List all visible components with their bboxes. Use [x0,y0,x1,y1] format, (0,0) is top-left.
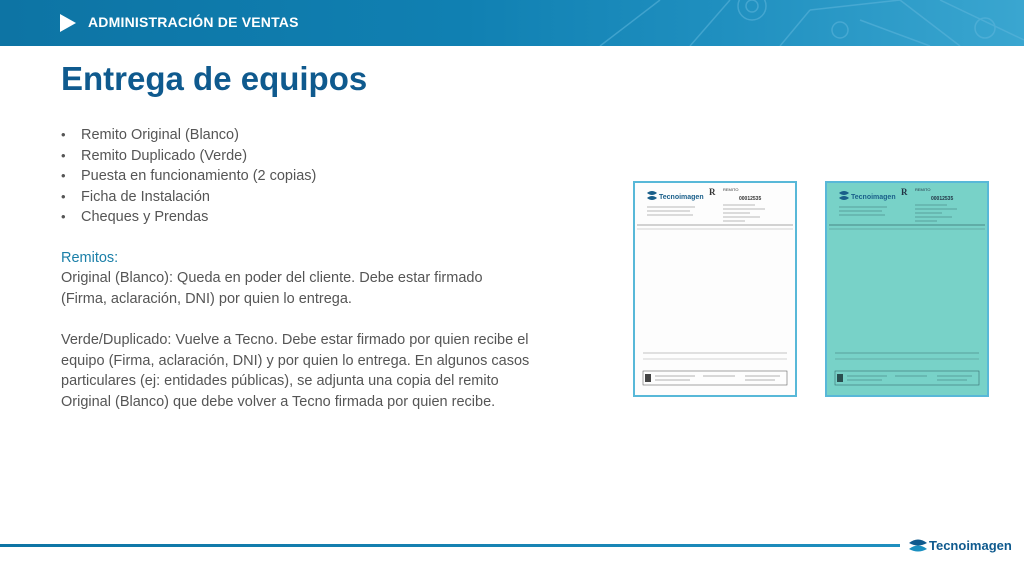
remito-form-drawing [635,183,795,395]
svg-text:REMITO: REMITO [915,187,931,192]
footer-divider [0,544,900,547]
remito-duplicado-image [825,181,989,397]
bullet-list [61,125,316,228]
svg-text:00012535: 00012535 [739,196,762,202]
list-item: • Puesta en funcionamiento (2 copias) [61,166,316,187]
play-arrow-icon [60,14,76,32]
bullet-dot: • [61,147,66,163]
bullet-dot: • [61,188,66,204]
list-item: • Ficha de Instalación [61,187,316,208]
remito-form-drawing [827,183,987,395]
list-item: • Remito Duplicado (Verde) [61,146,316,167]
svg-text:R: R [901,187,908,197]
original-paragraph: Original (Blanco): Queda en poder del cliente. Debe estar firmado (Firma, aclaración, DNI) por quien lo entrega. [61,270,483,307]
header-bar [0,0,1024,46]
footer-brand: Tecnoimagen [929,538,1012,553]
svg-text:00012535: 00012535 [931,196,954,202]
remito-original-image [633,181,797,397]
remitos-heading: Remitos: [61,250,119,266]
svg-text:R: R [709,187,716,197]
bullet-dot: • [61,209,66,225]
duplicado-paragraph: Verde/Duplicado: Vuelve a Tecno. Debe estar firmado por quien recibe el equipo (Firma, aclaración, DNI) y por quien lo entrega. En algunos casos particulares (ej: entidades públicas), se adjunta una copia del remito Original (Blanco) que debe volver a Tecno firmada por quien recibe. [61,332,530,410]
svg-text:REMITO: REMITO [723,187,739,192]
section-title: ADMINISTRACIÓN DE VENTAS [88,14,299,30]
svg-text:Tecnoimagen: Tecnoimagen [851,194,896,201]
bullet-dot: • [61,168,66,184]
list-item: • Remito Original (Blanco) [61,125,316,146]
tecnoimagen-logo-icon [908,537,928,555]
svg-text:Tecnoimagen: Tecnoimagen [659,194,704,201]
bullet-dot: • [61,127,66,142]
list-item: • Cheques y Prendas [61,207,316,228]
page-title: Entrega de equipos [61,60,368,97]
